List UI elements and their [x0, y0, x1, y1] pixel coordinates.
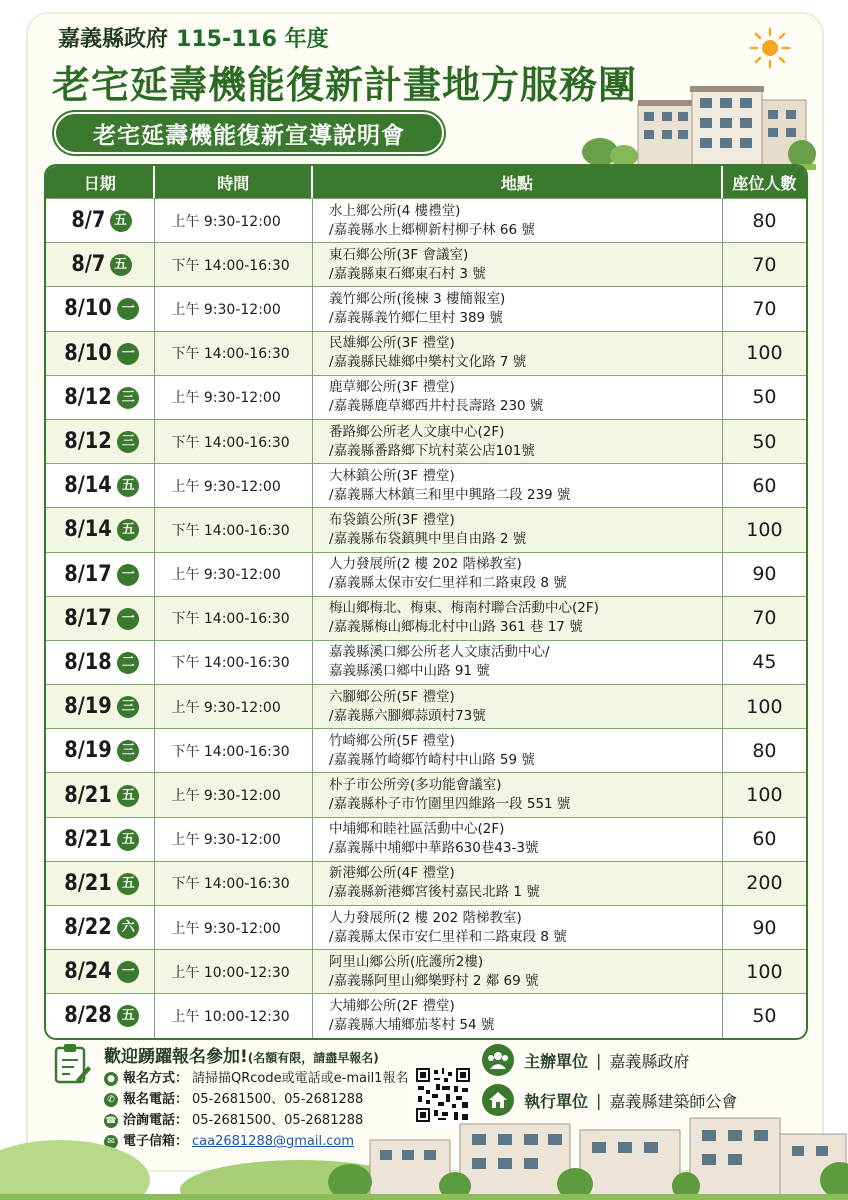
row-seats: 45 — [723, 640, 806, 684]
col-place: 地點 — [313, 166, 723, 198]
table-row — [46, 552, 806, 596]
row-place — [313, 198, 723, 242]
place-address: /嘉義縣新港鄉宮後村嘉民北路 1 號 — [329, 884, 540, 901]
row-place — [313, 905, 723, 949]
row-place — [313, 640, 723, 684]
row-place — [313, 596, 723, 640]
row-time: 上午 9:30-12:00 — [155, 552, 313, 596]
inquiry-value: 05-2681500、05-2681288 — [192, 1113, 364, 1128]
weekday-badge: 五 — [117, 1005, 139, 1027]
row-date — [46, 640, 155, 684]
place-address: /嘉義縣大埔鄉茄苳村 54 號 — [329, 1016, 495, 1033]
place-name: 義竹鄉公所(後棟 3 樓簡報室) — [329, 290, 506, 307]
row-seats: 100 — [723, 949, 806, 993]
place-name: 大埔鄉公所(2F 禮堂) — [329, 997, 455, 1014]
place-name: 阿里山鄉公所(庇護所2樓) — [329, 953, 484, 970]
place-address: /嘉義縣中埔鄉中華路630巷43-3號 — [329, 840, 539, 857]
row-place — [313, 242, 723, 286]
row-time: 下午 14:00-16:30 — [155, 507, 313, 551]
schedule-table — [44, 164, 808, 1040]
table-row — [46, 817, 806, 861]
place-address: /嘉義縣義竹鄉仁里村 389 號 — [329, 309, 503, 326]
date-text: 8/22 — [64, 915, 112, 941]
register-label: 報名方式： — [123, 1071, 189, 1086]
row-place — [313, 463, 723, 507]
register-icon: ● — [104, 1072, 118, 1086]
row-time: 下午 14:00-16:30 — [155, 861, 313, 905]
phone-label: 報名電話： — [123, 1092, 189, 1107]
row-date — [46, 286, 155, 330]
weekday-badge: 一 — [117, 608, 139, 630]
row-seats: 60 — [723, 463, 806, 507]
row-seats: 100 — [723, 507, 806, 551]
row-time: 上午 9:30-12:00 — [155, 286, 313, 330]
place-name: 大林鎮公所(3F 禮堂) — [329, 467, 455, 484]
table-row — [46, 861, 806, 905]
place-name: 人力發展所(2 樓 202 階梯教室) — [329, 556, 522, 573]
date-text: 8/21 — [64, 782, 112, 808]
welcome-note: (名額有限，請盡早報名) — [247, 1051, 379, 1065]
place-name: 布袋鎮公所(3F 禮堂) — [329, 511, 455, 528]
table-row — [46, 331, 806, 375]
place-name: 梅山鄉梅北、梅東、梅南村聯合活動中心(2F) — [329, 600, 599, 617]
row-time: 上午 9:30-12:00 — [155, 817, 313, 861]
header-year: 115-116 年度 — [176, 27, 329, 52]
mail-icon: ✉ — [104, 1135, 118, 1149]
table-row — [46, 463, 806, 507]
row-date — [46, 507, 155, 551]
row-time: 下午 14:00-16:30 — [155, 331, 313, 375]
row-date — [46, 905, 155, 949]
date-text: 8/19 — [64, 738, 112, 764]
row-place — [313, 817, 723, 861]
weekday-badge: 五 — [117, 519, 139, 541]
place-address: /嘉義縣鹿草鄉西井村長壽路 230 號 — [329, 398, 544, 415]
weekday-badge: 五 — [110, 210, 132, 232]
row-place — [313, 728, 723, 772]
row-date — [46, 993, 155, 1037]
row-place — [313, 993, 723, 1037]
place-address: /嘉義縣太保市安仁里祥和二路東段 8 號 — [329, 928, 567, 945]
row-place — [313, 286, 723, 330]
date-text: 8/28 — [64, 1003, 112, 1029]
table-row — [46, 242, 806, 286]
weekday-badge: 三 — [117, 740, 139, 762]
row-time: 下午 14:00-16:30 — [155, 596, 313, 640]
table-row — [46, 993, 806, 1037]
welcome-main: 歡迎踴躍報名參加! — [104, 1047, 248, 1067]
weekday-badge: 五 — [117, 475, 139, 497]
row-seats: 90 — [723, 905, 806, 949]
buildings-illustration — [580, 80, 816, 170]
row-place — [313, 331, 723, 375]
weekday-badge: 三 — [117, 387, 139, 409]
row-time: 上午 9:30-12:00 — [155, 905, 313, 949]
weekday-badge: 五 — [117, 829, 139, 851]
place-address: /嘉義縣竹崎鄉竹崎村中山路 59 號 — [329, 751, 535, 768]
date-text: 8/19 — [64, 694, 112, 720]
row-place — [313, 949, 723, 993]
row-seats: 100 — [723, 684, 806, 728]
date-text: 8/12 — [64, 384, 112, 410]
weekday-badge: 一 — [117, 564, 139, 586]
row-date — [46, 198, 155, 242]
row-date — [46, 728, 155, 772]
date-text: 8/17 — [64, 561, 112, 587]
table-row — [46, 684, 806, 728]
header-org: 嘉義縣政府 — [58, 27, 169, 52]
place-name: 鹿草鄉公所(3F 禮堂) — [329, 379, 455, 396]
email-label: 電子信箱： — [123, 1134, 189, 1149]
row-time: 上午 9:30-12:00 — [155, 198, 313, 242]
col-time: 時間 — [155, 166, 313, 198]
row-time: 上午 9:30-12:00 — [155, 684, 313, 728]
host-org: 主辦單位 | 嘉義縣政府 — [482, 1044, 689, 1076]
weekday-badge: 二 — [117, 652, 139, 674]
row-date — [46, 463, 155, 507]
place-address: /嘉義縣民雄鄉中樂村文化路 7 號 — [329, 354, 527, 371]
table-header-row — [46, 166, 806, 198]
row-date — [46, 331, 155, 375]
table-row — [46, 375, 806, 419]
row-seats: 70 — [723, 286, 806, 330]
row-time: 上午 9:30-12:00 — [155, 463, 313, 507]
row-place — [313, 419, 723, 463]
date-text: 8/7 — [71, 252, 106, 278]
place-name: 嘉義縣溪口鄉公所老人文康活動中心/ — [329, 644, 550, 661]
place-address: /嘉義縣梅山鄉梅北村中山路 361 巷 17 號 — [329, 619, 583, 636]
row-date — [46, 949, 155, 993]
row-time: 下午 14:00-16:30 — [155, 242, 313, 286]
place-name: 新港鄉公所(4F 禮堂) — [329, 865, 455, 882]
weekday-badge: 一 — [117, 343, 139, 365]
date-text: 8/14 — [64, 517, 112, 543]
place-address: /嘉義縣布袋鎮興中里自由路 2 號 — [329, 530, 527, 547]
row-place — [313, 684, 723, 728]
place-name: 番路鄉公所老人文康中心(2F) — [329, 423, 505, 440]
place-name: 六腳鄉公所(5F 禮堂) — [329, 688, 455, 705]
place-address: 嘉義縣溪口鄉中山路 91 號 — [329, 663, 490, 680]
welcome-text — [104, 1042, 379, 1067]
place-address: /嘉義縣太保市安仁里祥和二路東段 8 號 — [329, 575, 567, 592]
sun-icon — [748, 26, 792, 70]
date-text: 8/7 — [71, 208, 106, 234]
row-date — [46, 772, 155, 816]
date-text: 8/10 — [64, 296, 112, 322]
row-place — [313, 772, 723, 816]
place-address: /嘉義縣番路鄉下坑村菜公店101號 — [329, 442, 535, 459]
row-date — [46, 419, 155, 463]
date-text: 8/10 — [64, 340, 112, 366]
date-text: 8/17 — [64, 605, 112, 631]
table-row — [46, 640, 806, 684]
host-label: 主辦單位 — [524, 1051, 589, 1071]
row-place — [313, 507, 723, 551]
date-text: 8/24 — [64, 959, 112, 985]
table-row — [46, 772, 806, 816]
schedule-body — [46, 198, 806, 1038]
row-time: 下午 14:00-16:30 — [155, 728, 313, 772]
row-seats: 100 — [723, 331, 806, 375]
row-date — [46, 596, 155, 640]
place-name: 民雄鄉公所(3F 禮堂) — [329, 335, 455, 352]
row-place — [313, 375, 723, 419]
weekday-badge: 一 — [117, 298, 139, 320]
row-seats: 200 — [723, 861, 806, 905]
row-date — [46, 817, 155, 861]
register-value: 請掃描QRcode或電話或e-mail1報名 — [192, 1071, 409, 1086]
place-name: 中埔鄉和睦社區活動中心(2F) — [329, 821, 505, 838]
col-seats: 座位人數 — [723, 166, 806, 198]
place-address: /嘉義縣東石鄉東石村 3 號 — [329, 265, 486, 282]
row-date — [46, 242, 155, 286]
register-method-row — [104, 1068, 408, 1089]
date-text: 8/21 — [64, 826, 112, 852]
row-seats: 60 — [723, 817, 806, 861]
date-text: 8/21 — [64, 870, 112, 896]
weekday-badge: 五 — [110, 254, 132, 276]
place-address: /嘉義縣大林鎮三和里中興路二段 239 號 — [329, 486, 571, 503]
row-seats: 50 — [723, 419, 806, 463]
row-time: 上午 9:30-12:00 — [155, 375, 313, 419]
executor-org: 執行單位 | 嘉義縣建築師公會 — [482, 1084, 737, 1116]
date-text: 8/18 — [64, 649, 112, 675]
row-place — [313, 861, 723, 905]
row-seats: 90 — [723, 552, 806, 596]
place-name: 人力發展所(2 樓 202 階梯教室) — [329, 909, 522, 926]
table-row — [46, 198, 806, 242]
inquiry-label: 洽詢電話： — [123, 1113, 189, 1128]
row-date — [46, 552, 155, 596]
header-org-year — [58, 22, 329, 53]
table-row — [46, 507, 806, 551]
row-seats: 70 — [723, 596, 806, 640]
phone-value: 05-2681500、05-2681288 — [192, 1092, 364, 1107]
row-time: 上午 10:00-12:30 — [155, 949, 313, 993]
table-row — [46, 728, 806, 772]
register-phone-row — [104, 1089, 408, 1110]
row-seats: 100 — [723, 772, 806, 816]
col-date: 日期 — [46, 166, 155, 198]
row-seats: 50 — [723, 993, 806, 1037]
place-address: /嘉義縣六腳鄉蒜頭村73號 — [329, 707, 486, 724]
event-banner: 老宅延壽機能復新宣導說明會 — [54, 112, 444, 154]
place-name: 水上鄉公所(4 樓禮堂) — [329, 202, 461, 219]
row-time: 下午 14:00-16:30 — [155, 640, 313, 684]
date-text: 8/14 — [64, 473, 112, 499]
row-date — [46, 375, 155, 419]
row-time: 上午 9:30-12:00 — [155, 772, 313, 816]
row-seats: 50 — [723, 375, 806, 419]
weekday-badge: 六 — [117, 917, 139, 939]
table-row — [46, 949, 806, 993]
row-date — [46, 684, 155, 728]
place-address: /嘉義縣朴子市竹圍里四維路一段 551 號 — [329, 796, 571, 813]
weekday-badge: 一 — [117, 961, 139, 983]
weekday-badge: 五 — [117, 873, 139, 895]
row-seats: 80 — [723, 198, 806, 242]
weekday-badge: 三 — [117, 696, 139, 718]
handset-icon: ☎ — [105, 1115, 117, 1126]
table-row — [46, 286, 806, 330]
place-address: /嘉義縣水上鄉柳新村柳子林 66 號 — [329, 221, 535, 238]
weekday-badge: 三 — [117, 431, 139, 453]
row-time: 上午 10:00-12:30 — [155, 993, 313, 1037]
row-date — [46, 861, 155, 905]
row-seats: 70 — [723, 242, 806, 286]
date-text: 8/12 — [64, 429, 112, 455]
weekday-badge: 五 — [117, 785, 139, 807]
row-place — [313, 552, 723, 596]
table-row — [46, 596, 806, 640]
phone-icon: ✆ — [104, 1093, 118, 1107]
place-name: 竹崎鄉公所(5F 禮堂) — [329, 732, 455, 749]
row-seats: 80 — [723, 728, 806, 772]
clipboard-icon — [52, 1042, 92, 1086]
host-value: 嘉義縣政府 — [609, 1051, 690, 1071]
place-name: 東石鄉公所(3F 會議室) — [329, 246, 469, 263]
table-row — [46, 419, 806, 463]
bottom-buildings-illustration — [0, 1110, 848, 1200]
people-icon — [482, 1044, 514, 1076]
page-title: 老宅延壽機能復新計畫地方服務團 — [52, 63, 638, 107]
row-time: 下午 14:00-16:30 — [155, 419, 313, 463]
place-name: 朴子市公所旁(多功能會議室) — [329, 777, 502, 794]
place-address: /嘉義縣阿里山鄉樂野村 2 鄰 69 號 — [329, 972, 539, 989]
table-row — [46, 905, 806, 949]
exec-label: 執行單位 — [524, 1091, 589, 1111]
exec-value: 嘉義縣建築師公會 — [609, 1091, 738, 1111]
email-link[interactable]: caa2681288@gmail.com — [192, 1134, 354, 1149]
